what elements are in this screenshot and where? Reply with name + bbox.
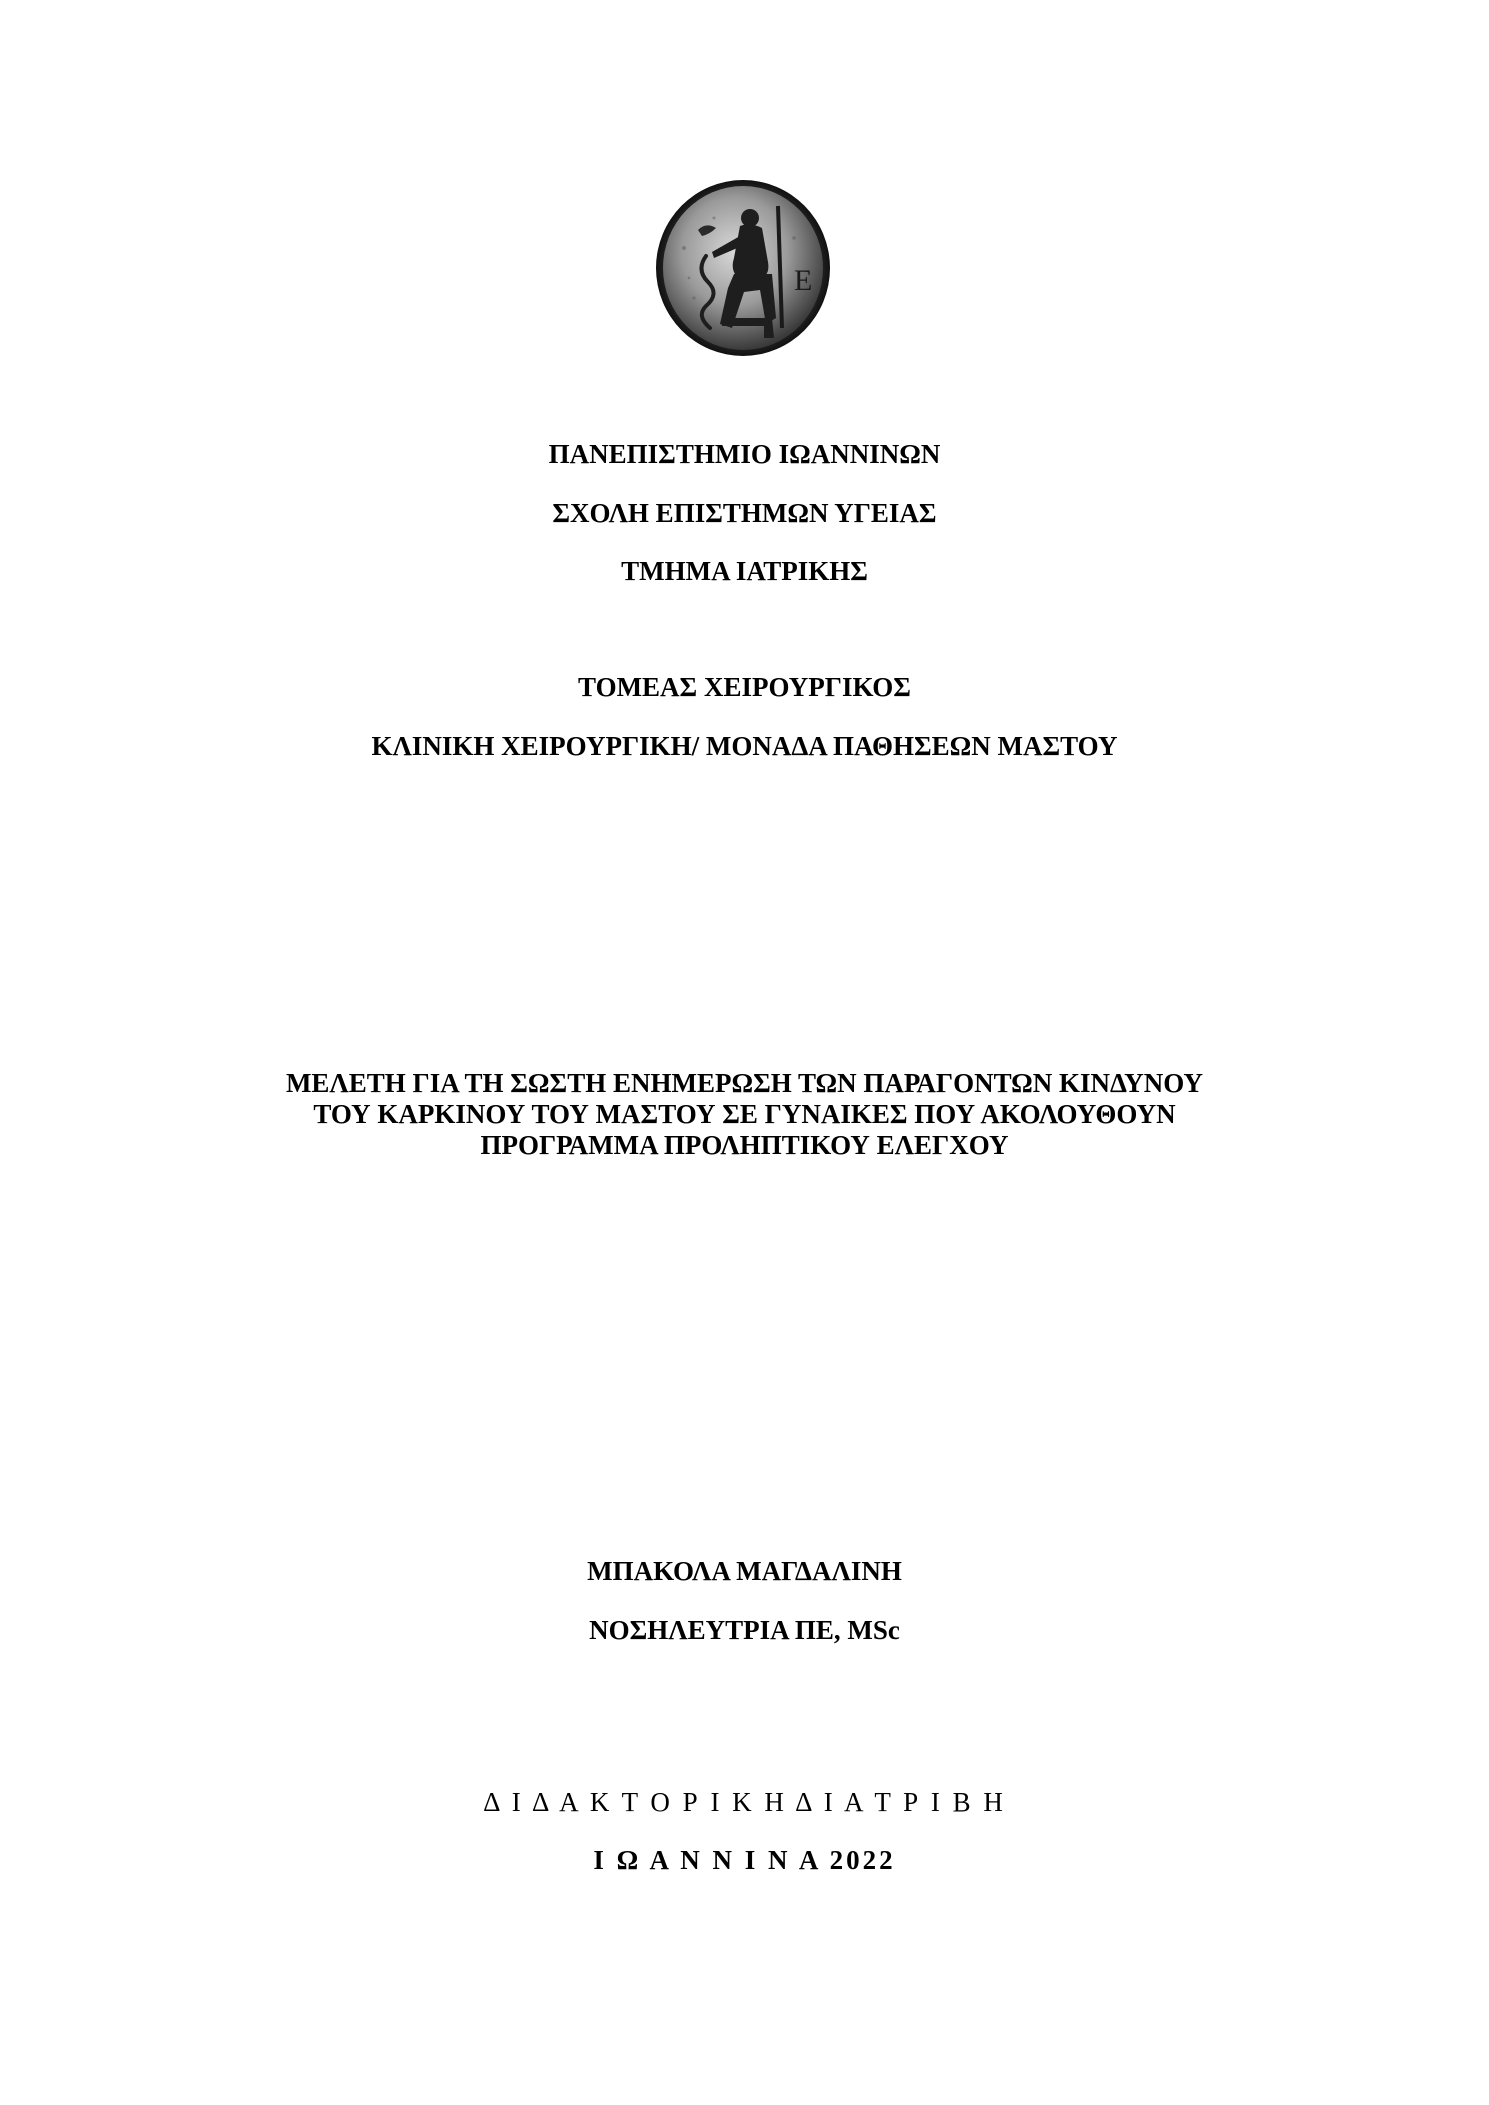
seal-letter: E: [794, 264, 813, 297]
school-name: ΣΧΟΛΗ ΕΠΙΣΤΗΜΩΝ ΥΓΕΙΑΣ: [552, 498, 937, 528]
thesis-title-line-3: ΠΡΟΓΡΑΜΜΑ ΠΡΟΛΗΠΤΙΚΟΥ ΕΛΕΓΧΟΥ: [480, 1130, 1009, 1160]
thesis-title-line-1: ΜΕΛΕΤΗ ΓΙΑ ΤΗ ΣΩΣΤΗ ΕΝΗΜΕΡΩΣΗ ΤΩΝ ΠΑΡΑΓΟΝΤΩΝ ΚΙΝΔΥΝΟΥ: [285, 1068, 1204, 1098]
thesis-title-line-2: ΤΟΥ ΚΑΡΚΙΝΟΥ ΤΟΥ ΜΑΣΤΟΥ ΣΕ ΓΥΝΑΙΚΕΣ ΠΟΥ ΑΚΟΛΟΥΘΟΥΝ: [313, 1099, 1176, 1129]
thesis-type: Δ Ι Δ Α Κ Τ Ο Ρ Ι Κ Η Δ Ι Α Τ Ρ Ι Β Η: [483, 1787, 1006, 1817]
department-name: ΤΜΗΜΑ ΙΑΤΡΙΚΗΣ: [621, 556, 868, 586]
university-seal-logo: [654, 178, 832, 358]
place-and-year: Ι Ω Α Ν Ν Ι Ν Α 2022: [593, 1845, 896, 1875]
author-credentials: ΝΟΣΗΛΕΥΤΡΙΑ ΠΕ, MSc: [589, 1615, 900, 1645]
university-name: ΠΑΝΕΠΙΣΤΗΜΙΟ ΙΩΑΝΝΙΝΩΝ: [548, 439, 941, 469]
clinic-name: ΚΛΙΝΙΚΗ ΧΕΙΡΟΥΡΓΙΚΗ/ ΜΟΝΑΔΑ ΠΑΘΗΣΕΩΝ ΜΑΣΤΟΥ: [371, 731, 1118, 761]
thesis-title: [0, 1068, 1489, 1161]
sector-name: ΤΟΜΕΑΣ ΧΕΙΡΟΥΡΓΙΚΟΣ: [578, 672, 911, 702]
author-name: ΜΠΑΚΟΛΑ ΜΑΓΔΑΛΙΝΗ: [587, 1556, 902, 1586]
